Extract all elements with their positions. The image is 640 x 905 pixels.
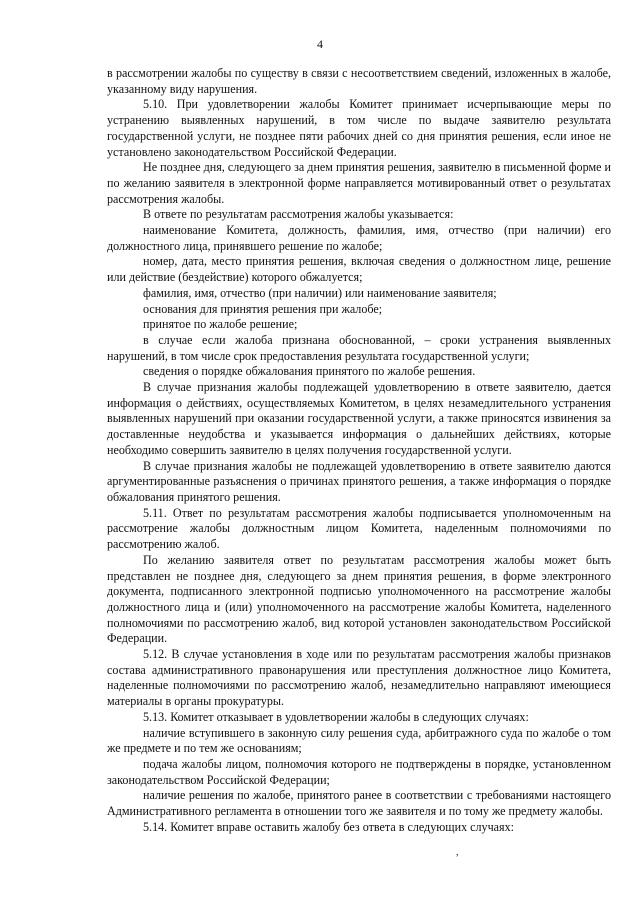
list-item-appeal-procedure: сведения о порядке обжалования принятого по жалобе решения.	[143, 364, 476, 379]
paragraph-5-10: 5.10. При удовлетворении жалобы Комитет принимает исчерпывающие меры по устранению выявленных нарушений, в том числе по выдаче заявителю результата государственной услуги, не позднее пяти рабочих дней со дня принятия решения, если иное не установлено законодательством Российской Федерации.	[107, 97, 611, 159]
paragraph-5-13: 5.13. Комитет отказывает в удовлетворении жалобы в следующих случаях:	[143, 709, 529, 724]
list-item-decision-details: номер, дата, место принятия решения, включая сведения о должностном лице, решение или действие (бездействие) которого обжалуется;	[107, 254, 611, 285]
paragraph-5-11: 5.11. Ответ по результатам рассмотрения жалобы подписывается уполномоченным на рассмотрение жалобы должностным лицом Комитета, наделенным полномочиями по рассмотрению жалоб.	[107, 505, 611, 552]
list-item-remediation-terms: в случае если жалоба признана обоснованной, – сроки устранения выявленных нарушений, в том числе срок предоставления результата государственной услуги;	[107, 332, 611, 363]
paragraph-rejected-complaint: В случае признания жалобы не подлежащей удовлетворению в ответе заявителю даются аргументированные разъяснения о причинах принятого решения, а также информация о порядке обжалования принятого решения.	[107, 458, 611, 504]
trailing-mark: ,	[456, 847, 459, 858]
list-item-applicant-name: фамилия, имя, отчество (при наличии) или наименование заявителя;	[143, 285, 497, 300]
list-item-unconfirmed-authority: подача жалобы лицом, полномочия которого не подтверждены в порядке, установленном законодательством Российской Федерации;	[107, 756, 611, 787]
list-item-decision: принятое по жалобе решение;	[143, 317, 298, 332]
paragraph-electronic-response: По желанию заявителя ответ по результатам рассмотрения жалобы может быть представлен не позднее дня, следующего за днем принятия решения, в форме электронного документа, подписанного электронной подписью уполномоченного на рассмотрение жалобы должностного лица и (или) уполномоченного на рассмотрение жалобы Комитета, наделенного полномочиями по рассмотрению жалоб, вид которой установлен законодательством Российской Федерации.	[107, 552, 611, 646]
page-number: 4	[317, 37, 323, 51]
list-item-prior-decision: наличие решения по жалобе, принятого ранее в соответствии с требованиями настоящего Административного регламента в отношении того же заявителя и по тому же предмету жалобы.	[107, 788, 611, 819]
paragraph-continuation: в рассмотрении жалобы по существу в связи с несоответствием сведений, изложенных в жалобе, указанному виду нарушения.	[107, 66, 611, 96]
paragraph-5-12: 5.12. В случае установления в ходе или по результатам рассмотрения жалобы признаков состава административного правонарушения или преступления должностное лицо Комитета, наделенные полномочиями по рассмотрению жалоб, незамедлительно направляют имеющиеся материалы в органы прокуратуры.	[107, 647, 611, 709]
paragraph-response-contents-intro: В ответе по результатам рассмотрения жалобы указывается:	[143, 207, 454, 222]
paragraph-response-deadline: Не позднее дня, следующего за днем принятия решения, заявителю в письменной форме и по желанию заявителя в электронной форме направляется мотивированный ответ о результатах рассмотрения жалобы.	[107, 160, 611, 206]
paragraph-5-14: 5.14. Комитет вправе оставить жалобу без ответа в следующих случаях:	[143, 819, 515, 834]
list-item-committee-name: наименование Комитета, должность, фамилия, имя, отчество (при наличии) его должностного лица, принявшего решение по жалобе;	[107, 223, 611, 253]
document-body	[107, 66, 611, 835]
list-item-court-decision: наличие вступившего в законную силу решения суда, арбитражного суда по жалобе о том же предмете и по тем же основаниям;	[107, 725, 611, 756]
paragraph-upheld-complaint: В случае признания жалобы подлежащей удовлетворению в ответе заявителю, дается информация о действиях, осуществляемых Комитетом, в целях незамедлительного устранения выявленных нарушений при оказании государственной услуги, а также приносятся извинения за доставленные неудобства и указывается информация о дальнейших действиях, которые необходимо совершить заявителю в целях получения государственной услуги.	[107, 380, 611, 457]
list-item-decision-grounds: основания для принятия решения при жалобе;	[143, 301, 383, 316]
